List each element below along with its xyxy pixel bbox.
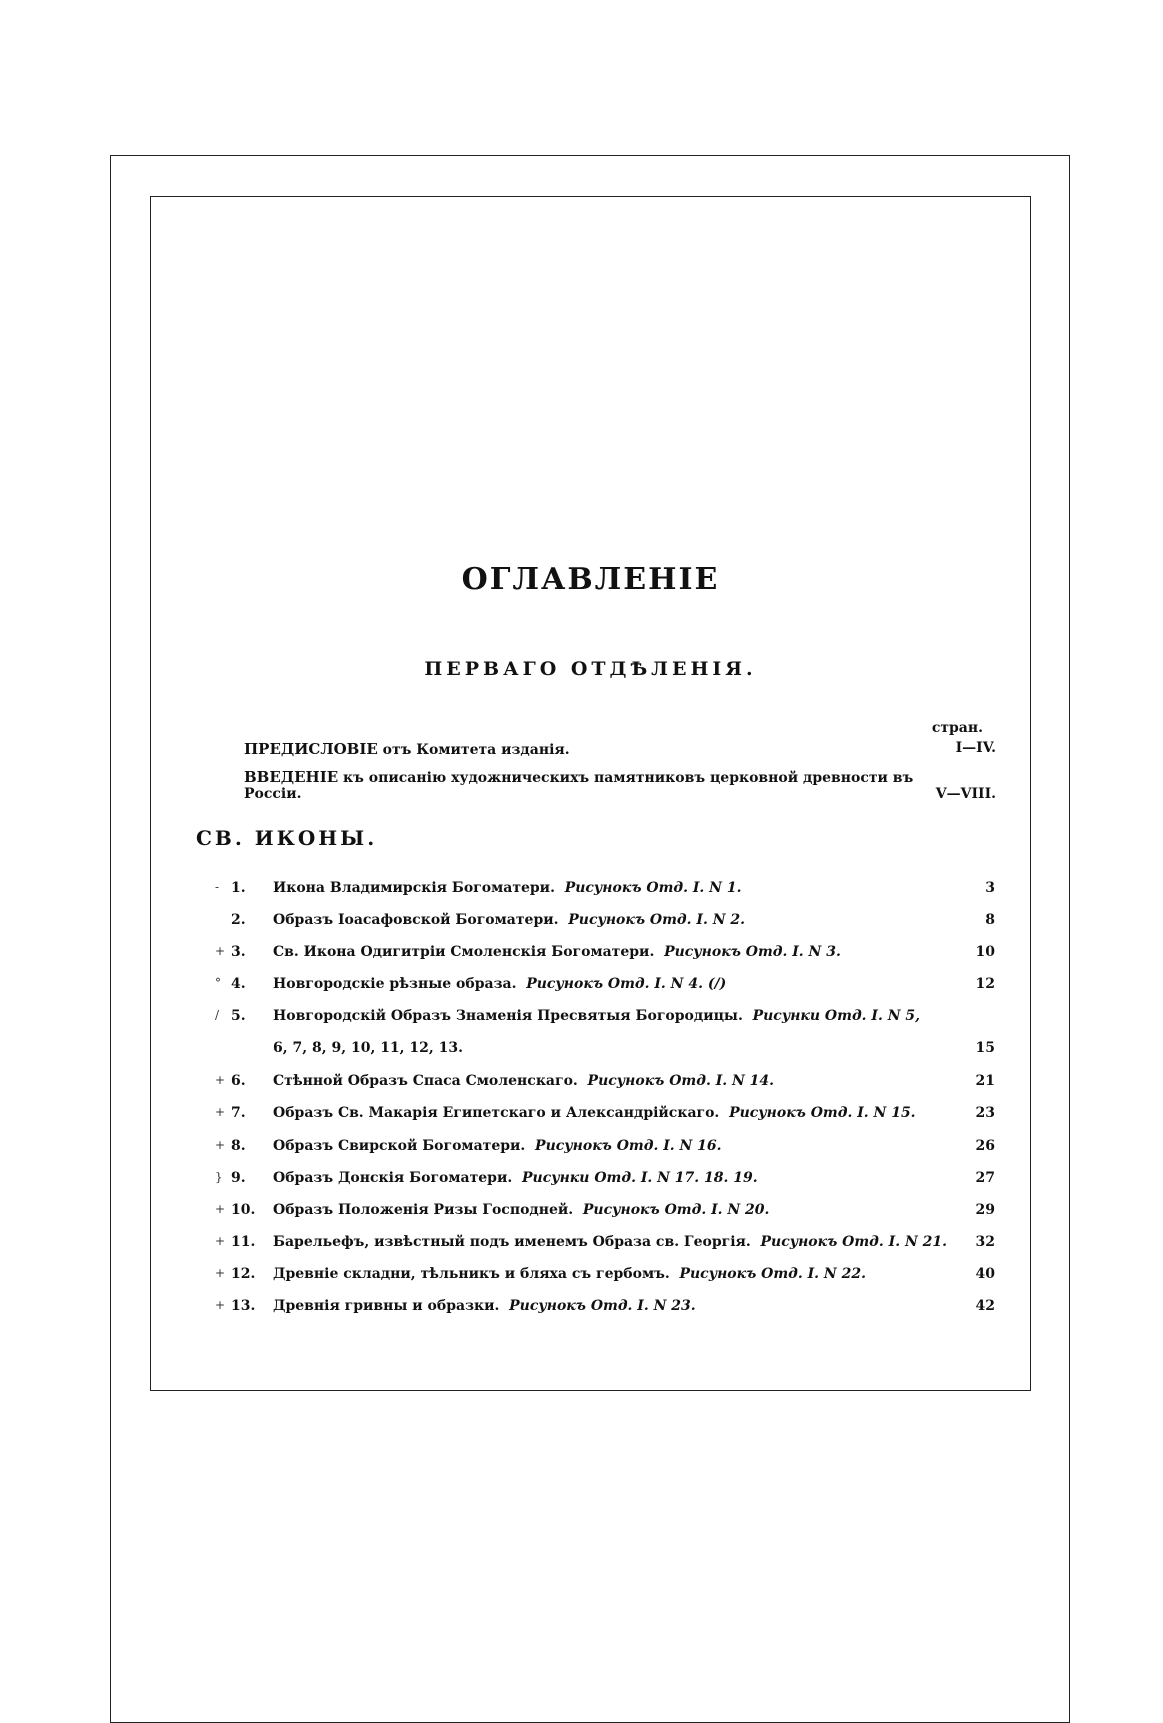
margin-mark: + (215, 1234, 226, 1248)
front-matter-preface (244, 740, 996, 758)
entry-text: Древніе складни, тѣльникъ и бляха съ гербомъ. Рисунокъ Отд. I. N 22. (273, 1266, 866, 1282)
entry-figure: Рисунокъ Отд. I. N 16. (535, 1138, 722, 1154)
margin-mark: - (215, 880, 220, 894)
entry-text: Новгородскій Образъ Знаменія Пресвятыя Богородицы. Рисунки Отд. I. N 5, (273, 1008, 921, 1024)
entry-number: 1. (231, 880, 246, 896)
entry-page: 21 (975, 1073, 995, 1089)
entry-page: 8 (985, 912, 995, 928)
toc-entry (215, 976, 995, 1000)
entry-number: 13. (231, 1298, 256, 1314)
toc-entry (215, 944, 995, 968)
entry-figure: Рисунокъ Отд. I. N 20. (582, 1202, 770, 1218)
toc-entry (215, 1266, 995, 1290)
margin-mark: ° (215, 976, 221, 990)
entry-number: 12. (231, 1266, 256, 1282)
entry-number: 5. (231, 1008, 246, 1024)
toc-entry (215, 1202, 995, 1226)
page-subtitle: ПЕРВАГО ОТДѢЛЕНІЯ. (424, 658, 757, 680)
margin-mark: / (215, 1008, 220, 1022)
toc-entry (215, 1073, 995, 1097)
margin-mark: + (215, 1202, 226, 1216)
entry-5-page: 15 (975, 1040, 995, 1056)
entry-figure: Рисунки Отд. I. N 17. 18. 19. (521, 1170, 758, 1186)
entry-text: Образъ Іоасафовской Богоматери. Рисунокъ Отд. I. N 2. (273, 912, 745, 928)
margin-mark: } (215, 1170, 223, 1184)
margin-mark: + (215, 1138, 226, 1152)
toc-entry (215, 1105, 995, 1129)
entry-figure: Рисунокъ Отд. I. N 15. (729, 1105, 916, 1121)
toc-entry (215, 1008, 995, 1032)
intro-page: V—VIII. (935, 786, 996, 802)
entry-5-continuation: 6, 7, 8, 9, 10, 11, 12, 13. (273, 1040, 464, 1056)
entry-number: 6. (231, 1073, 246, 1089)
entry-text: Барельефъ, извѣстный подъ именемъ Образа св. Георгія. Рисунокъ Отд. I. N 21. (273, 1234, 947, 1250)
entry-page: 12 (975, 976, 995, 992)
toc-entry (215, 1234, 995, 1258)
entry-text: Стѣнной Образъ Спаса Смоленскаго. Рисунокъ Отд. I. N 14. (273, 1073, 775, 1089)
entry-number: 4. (231, 976, 246, 992)
toc-entry (215, 1138, 995, 1162)
entry-number: 7. (231, 1105, 246, 1121)
entry-text: Образъ Донскія Богоматери. Рисунки Отд. I. N 17. 18. 19. (273, 1170, 758, 1186)
entry-figure: Рисунокъ Отд. I. N 3. (664, 944, 841, 960)
entry-number: 10. (231, 1202, 256, 1218)
toc-entry (215, 1298, 995, 1322)
toc-entry (215, 912, 995, 936)
entry-text: Новгородскіе рѣзные образа. Рисунокъ Отд. I. N 4. (/) (273, 976, 727, 992)
entry-text: Образъ Свирской Богоматери. Рисунокъ Отд. I. N 16. (273, 1138, 722, 1154)
entry-figure: Рисунокъ Отд. I. N 1. (564, 880, 742, 896)
section-title: СВ. ИКОНЫ. (196, 826, 378, 850)
entry-page: 23 (975, 1105, 995, 1121)
entry-page: 10 (975, 944, 995, 960)
entry-page: 26 (975, 1138, 995, 1154)
preface-text: отъ Комитета изданія. (377, 742, 570, 758)
front-matter-introduction (244, 768, 996, 786)
pages-column-label: стран. (931, 720, 983, 736)
preface-lead: ПРЕДИСЛОВІЕ (244, 740, 378, 758)
entry-figure: Рисунокъ Отд. I. N 23. (509, 1298, 696, 1314)
entry-number: 11. (231, 1234, 256, 1250)
margin-mark: + (215, 1266, 226, 1280)
intro-text: къ описанію художническихъ памятниковъ церковной древности въ (338, 770, 914, 786)
entry-number: 2. (231, 912, 246, 928)
intro-text2: Россіи. (244, 786, 302, 802)
preface-page: I—IV. (955, 740, 996, 756)
margin-mark: + (215, 944, 226, 958)
entry-figure: Рисунокъ Отд. I. N 22. (679, 1266, 866, 1282)
margin-mark: + (215, 1073, 226, 1087)
entry-page: 29 (975, 1202, 995, 1218)
entry-page: 3 (985, 880, 995, 896)
entry-page: 42 (975, 1298, 995, 1314)
entry-number: 8. (231, 1138, 246, 1154)
entry-text: Образъ Св. Макарія Египетскаго и Александрійскаго. Рисунокъ Отд. I. N 15. (273, 1105, 916, 1121)
entry-page: 27 (975, 1170, 995, 1186)
page-title: ОГЛАВЛЕНІЕ (461, 562, 720, 597)
margin-mark: + (215, 1105, 226, 1119)
toc-entry (215, 880, 995, 904)
entry-figure: Рисунки Отд. I. N 5, (752, 1008, 921, 1024)
entry-figure: Рисунокъ Отд. I. N 14. (587, 1073, 775, 1089)
front-matter-introduction-cont (244, 786, 996, 802)
entry-page: 32 (975, 1234, 995, 1250)
toc-entry (215, 1170, 995, 1194)
intro-lead: ВВЕДЕНІЕ (244, 768, 339, 786)
entry-figure: Рисунокъ Отд. I. N 2. (568, 912, 745, 928)
entry-number: 3. (231, 944, 246, 960)
entry-text: Образъ Положенія Ризы Господней. Рисунокъ Отд. I. N 20. (273, 1202, 770, 1218)
entry-figure: Рисунокъ Отд. I. N 21. (760, 1234, 947, 1250)
entry-figure: Рисунокъ Отд. I. N 4. (/) (526, 976, 727, 992)
entry-number: 9. (231, 1170, 246, 1186)
entry-text: Икона Владимирскія Богоматери. Рисунокъ Отд. I. N 1. (273, 880, 742, 896)
entry-page: 40 (975, 1266, 995, 1282)
entry-text: Св. Икона Одигитріи Смоленскія Богоматери. Рисунокъ Отд. I. N 3. (273, 944, 841, 960)
margin-mark: + (215, 1298, 226, 1312)
entry-text: Древнія гривны и образки. Рисунокъ Отд. I. N 23. (273, 1298, 696, 1314)
